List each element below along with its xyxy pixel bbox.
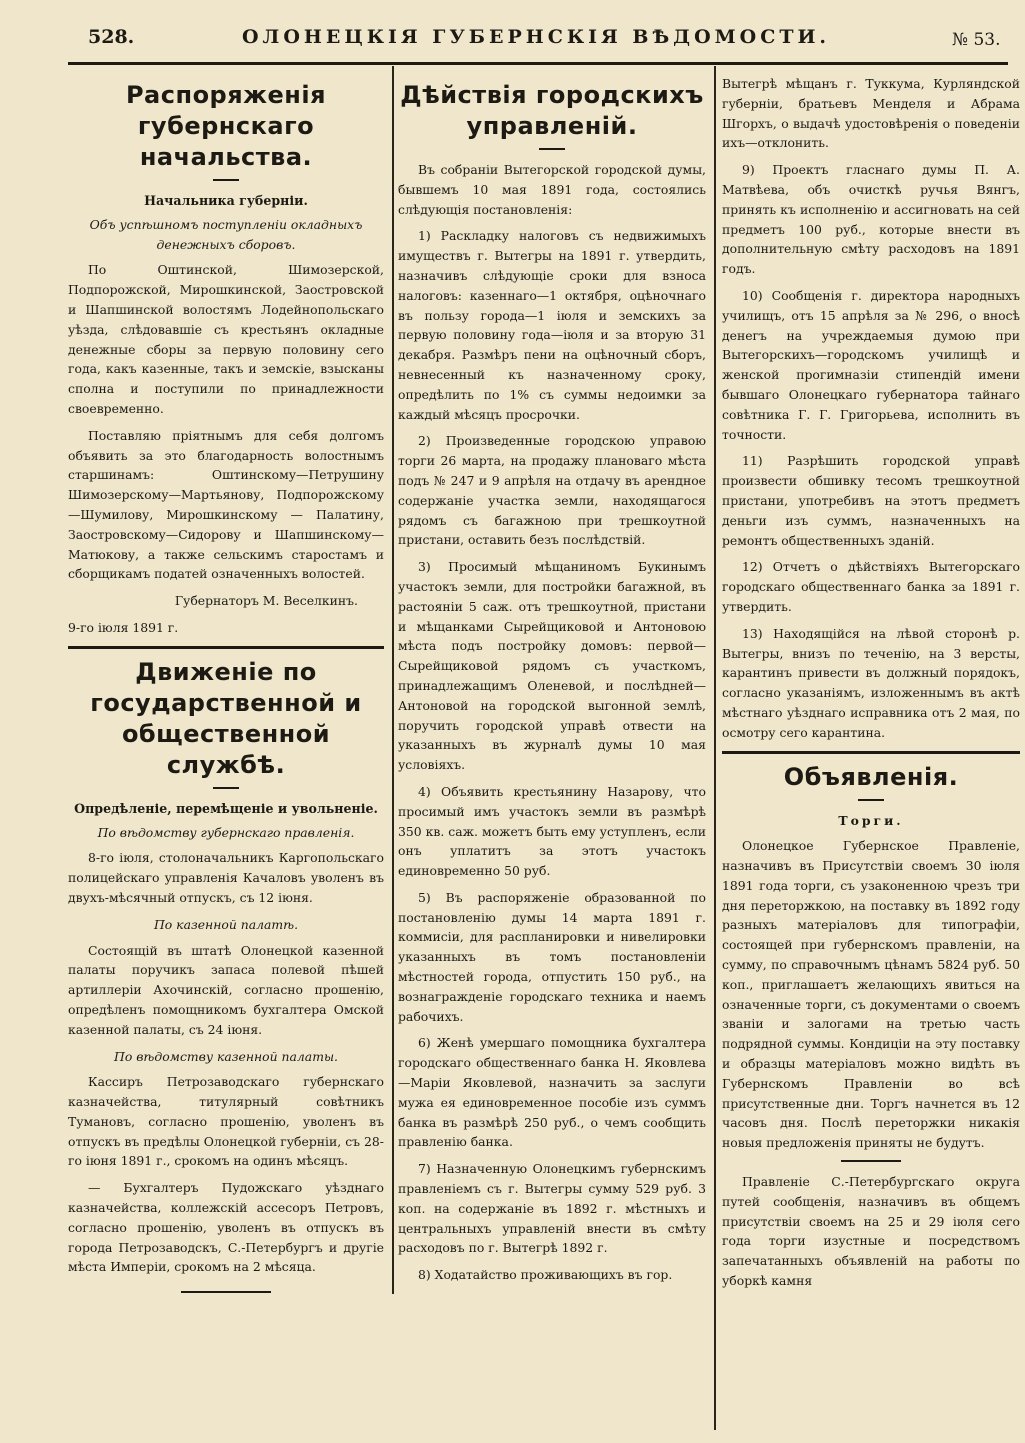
- date-line: 9-го іюля 1891 г.: [68, 619, 179, 635]
- announcement: Олонецкое Губернское Правленіе, назначивъ въ Присутствіи своемъ 30 іюля 1891 года торги, съ узаконенною чрезъ три дня переторжкою, на поставку въ 1892 году разныхъ матеріаловъ для типографіи, состоящей при губернскомъ правленіи, на сумму, по справочнымъ цѣнамъ 5824 руб. 50 коп., приглашаетъ желающихъ явиться на означенные торги, съ документами о своемъ званіи и залогами на третью часть подрядной суммы. Кондиціи на эту поставку и образцы матеріаловъ можно видѣть въ Губернскомъ Правленіи во всѣ присутственные дни. Торгъ начнется въ 12 часовъ дня. Послѣ переторжки никакія новыя предложенія приняты не будутъ.: [722, 838, 1020, 1151]
- resolution-item: 3) Просимый мѣщаниномъ Букинымъ участокъ земли, для постройки багажной, въ растояніи 5 саж. отъ трешкоутной, пристани и мѣщанками Сырейщиковой и Антоновою мѣста подъ постройку домовъ: первой—Сырейщиковой рядомъ съ участкомъ, принадлежащимъ Оленевой, и послѣдней—Антоновой на городской выгонной землѣ, поручить городской управѣ отвести на указанныхъ въ журналѣ думы 10 мая условіяхъ.: [398, 559, 706, 773]
- resolution-item: 6) Женѣ умершаго помощника бухгалтера городскаго общественнаго банка Н. Яковлева—Маріи Яковлевой, назначить за заслуги мужа ея единовременное пособіе изъ суммъ банка въ размѣрѣ 250 руб., о чемъ сообщить правленію банка.: [398, 1035, 706, 1150]
- column-rule-right: [714, 66, 716, 1430]
- newspaper-title: ОЛОНЕЦКІЯ ГУБЕРНСКІЯ ВѢДОМОСТИ.: [242, 26, 831, 48]
- resolution-item: 1) Раскладку налоговъ съ недвижимыхъ имуществъ г. Вытегры на 1891 г. утвердить, назначивъ слѣдующіе сроки для взноса налоговъ: казеннаго—1 октября, оцѣночнаго въ пользу города—1 іюля и земскихъ за первую половину года—іюля и за вторую 31 декабря. Размѣръ пени на оцѣночный сборъ, невнесенный къ назначенному сроку, опредѣлить по 1% съ суммы недоимки за каждый мѣсяцъ просрочки.: [398, 228, 706, 422]
- section-heading-announcements: Объявленія.: [783, 762, 959, 791]
- paragraph: Въ собраніи Вытегорской городской думы, бывшемъ 10 мая 1891 года, состоялись слѣдующія постановленія:: [398, 162, 706, 217]
- subheading-auctions: Торги.: [838, 812, 904, 828]
- paragraph: — Бухгалтеръ Пудожскаго уѣзднаго казначейства, коллежскій ассесоръ Петровъ, согласно прошенію, уволенъ въ отпускъ въ города Петрозаводскъ, С.-Петербургъ и другіе мѣста Имперіи, срокомъ на 2 мѣсяца.: [68, 1180, 384, 1275]
- paragraph: Кассиръ Петрозаводскаго губернскаго казначейства, титулярный совѣтникъ Тумановъ, согласно прошенію, уволенъ въ отпускъ въ предѣлы Олонецкой губерніи, съ 28-го іюня 1891 г., срокомъ на одинъ мѣсяцъ.: [68, 1074, 384, 1169]
- resolution-item: 13) Находящійся на лѣвой сторонѣ р. Вытегры, внизъ по теченію, на 3 версты, карантинъ привести въ должный порядокъ, согласно указаніямъ, изложеннымъ въ актѣ мѣстнаго уѣзднаго исправника отъ 2 мая, по осмотру сего карантина.: [722, 625, 1020, 740]
- department-label: По вѣдомству казенной палаты.: [114, 1048, 338, 1064]
- department-label: По вѣдомству губернскаго правленія.: [97, 824, 355, 840]
- paragraph: 8-го іюля, столоначальникъ Каргопольскаго полицейскаго управленія Качаловъ уволенъ въ двухъ-мѣсячный отпускъ, съ 12 іюня.: [68, 850, 384, 905]
- short-divider: [841, 1160, 901, 1162]
- end-rule: [181, 1291, 271, 1293]
- subheading-governor: Начальника губерніи.: [144, 193, 308, 208]
- heading-dash: [213, 787, 239, 789]
- subheading-appointments: Опредѣленіе, перемѣщеніе и увольненіе.: [74, 800, 378, 816]
- paragraph: Поставляю пріятнымъ для себя долгомъ объявить за это благодарность волостнымъ старшинамъ: Оштинскому—Петрушину Шимозерскому—Мартьянову, Подпорожскому—Шумилову, Мирошкинскому — Палатину, Заостровскому—Сидорову и Шапшинскому—Матюкову, а также сельскимъ старостамъ и сборщикамъ податей означенныхъ волостей.: [68, 427, 384, 582]
- page-header: [60, 22, 1015, 58]
- resolution-item: 5) Въ распоряженіе образованной по постановленію думы 14 марта 1891 г. коммисіи, для распланировки и нивелировки указанныхъ въ томъ постановленіи мѣстностей города, отпустить 150 руб., на вознагражденіе городскаго техника и наемъ рабочихъ.: [398, 889, 706, 1024]
- page-number: 528.: [88, 26, 135, 48]
- announcement: Правленіе С.-Петербургскаго округа путей сообщенія, назначивъ въ общемъ присутствіи своемъ на 25 и 29 іюля сего года торги изустные и посредствомъ запечатанныхъ объявленій на работы по уборкѣ камня: [722, 1174, 1020, 1289]
- section-separator: [68, 646, 384, 649]
- section-separator: [722, 751, 1020, 754]
- resolution-item: 12) Отчетъ о дѣйствіяхъ Вытегорскаго городскаго общественнаго банка за 1891 г. утвердить.: [722, 559, 1020, 614]
- signature: Губернаторъ М. Веселкинъ.: [174, 593, 358, 609]
- column-2: [398, 72, 706, 1294]
- resolution-item: 11) Разрѣшить городской управѣ произвести обшивку тесомъ трешкоутной пристани, употребивъ на этотъ предметъ деньги изъ суммъ, назначенныхъ на ремонтъ общественныхъ зданій.: [722, 453, 1020, 548]
- article-subtitle: Объ успѣшномъ поступленіи окладныхъ денежныхъ сборовъ.: [89, 216, 363, 252]
- heading-dash: [213, 179, 239, 181]
- paragraph: По Оштинской, Шимозерской, Подпорожской, Мирошкинской, Заостровской и Шапшинской волостямъ Лодейнопольскаго уѣзда, слѣдовавшіе съ крестьянъ окладные денежные сборы за первую половину сего года, какъ казенные, такъ и земскіе, взысканы сполна и поступили по принадлежности своевременно.: [68, 262, 384, 416]
- section-heading-orders: Распоряженія губернскаго начальства.: [125, 81, 327, 171]
- column-rule-left: [392, 66, 394, 1294]
- resolution-item: 2) Произведенные городскою управою торги 26 марта, на продажу плановаго мѣста подъ № 247 и 9 апрѣля на отдачу въ арендное содержаніе участка земли, находящагося рядомъ съ багажною при трешкоутной пристани, оставить безъ послѣдствій.: [398, 433, 706, 548]
- column-3: [722, 74, 1020, 1442]
- heading-dash: [539, 148, 565, 150]
- department-label: По казенной палатѣ.: [153, 916, 299, 932]
- resolution-item: 8) Ходатайство проживающихъ въ гор.: [418, 1267, 673, 1283]
- column-1: [68, 72, 384, 1308]
- resolution-item: 9) Проектъ гласнаго думы П. А. Матвѣева, объ очисткѣ ручья Вянгъ, принять къ исполненію и ассигновать на сей предметъ 100 руб., которые внести въ дополнительную смѣту расходовъ на 1891 годъ.: [722, 162, 1020, 277]
- resolution-item: 10) Сообщенія г. директора народныхъ училищъ, отъ 15 апрѣля за № 296, о вносѣ денегъ на учреждаемыя думою при Вытегорскихъ—городскомъ училищѣ и женской прогимназіи стипендій имени бывшаго Олонецкаго губернатора тайнаго совѣтника Г. Г. Григорьева, исполнить въ точности.: [722, 287, 1020, 442]
- resolution-item: 4) Объявить крестьянину Назарову, что просимый имъ участокъ земли въ размѣрѣ 350 кв. саж. можетъ быть ему уступленъ, если онъ уплатитъ за этотъ участокъ единовременно 50 руб.: [398, 783, 706, 879]
- heading-dash: [858, 799, 884, 801]
- header-rule: [68, 62, 1008, 65]
- section-heading-city: Дѣйствія городскихъ управленій.: [400, 81, 704, 140]
- issue-number: № 53.: [952, 30, 1001, 50]
- paragraph: Вытегрѣ мѣщанъ г. Туккума, Курляндской губерніи, братьевъ Менделя и Абрама Шгорхъ, о выдачѣ удостовѣренія о поведеніи ихъ—отклонить.: [722, 76, 1020, 151]
- paragraph: Состоящій въ штатѣ Олонецкой казенной палаты поручикъ запаса полевой пѣшей артиллеріи Ахочинскій, согласно прошенію, опредѣленъ помощникомъ бухгалтера Омской казенной палаты, съ 24 іюня.: [68, 942, 384, 1037]
- section-heading-service: Движеніе по государственной и общественной службѣ.: [90, 657, 362, 779]
- resolution-item: 7) Назначенную Олонецкимъ губернскимъ правленіемъ съ г. Вытегры сумму 529 руб. 3 коп. на содержаніе въ 1892 г. мѣстныхъ и центральныхъ управленій внести въ смѣту расходовъ по г. Вытегрѣ 1892 г.: [398, 1161, 706, 1256]
